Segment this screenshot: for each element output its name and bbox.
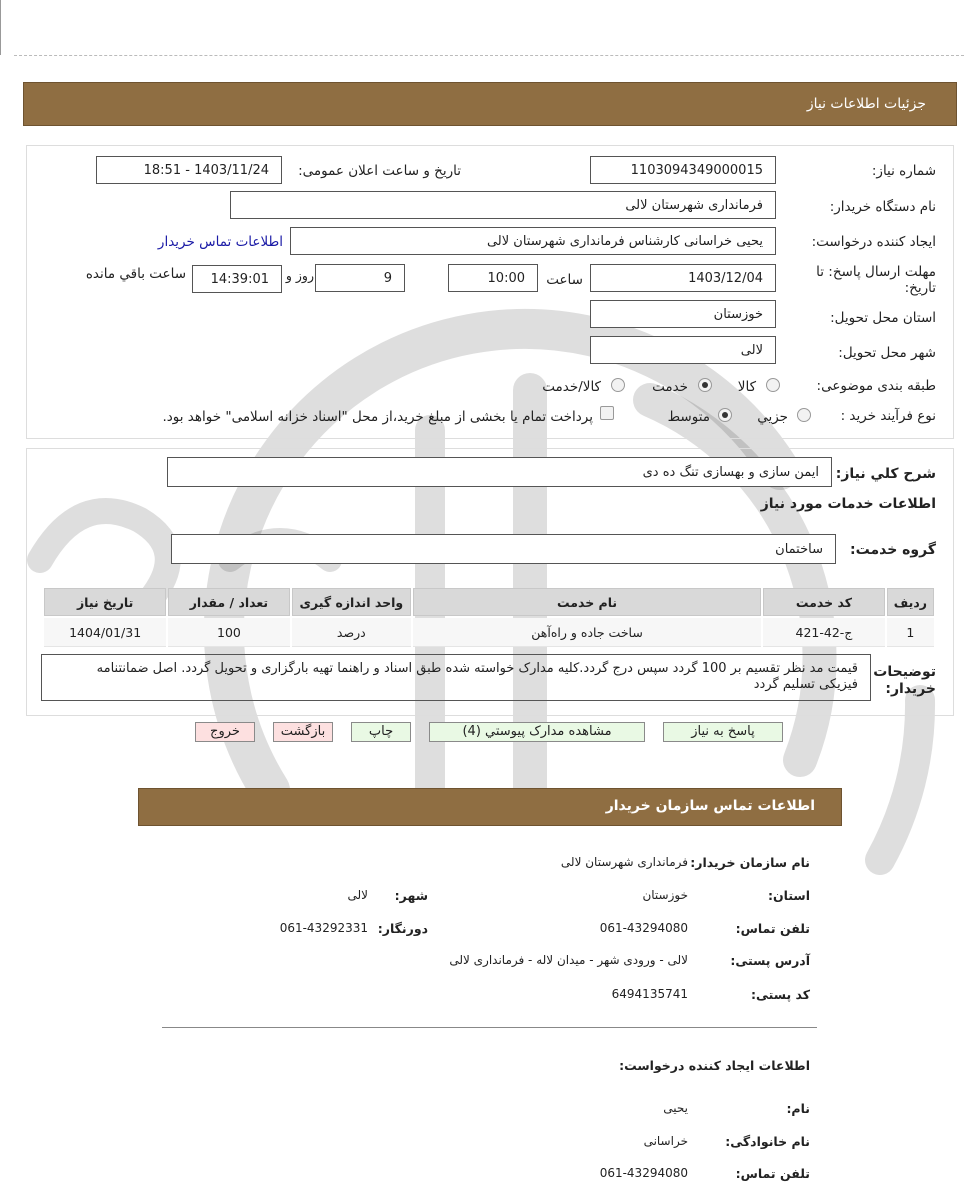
- contact-address-label: آدرس پستی:: [730, 953, 810, 968]
- buyer-notes-label: توضیحات: [873, 664, 936, 680]
- days-label: روز و: [285, 268, 314, 283]
- service-group-field: ساختمان: [171, 534, 836, 564]
- back-button[interactable]: بازگشت: [273, 722, 333, 742]
- process-radio-minor[interactable]: [797, 408, 811, 422]
- contact-phone-value: 061-43294080: [599, 921, 688, 935]
- category-radio-service[interactable]: [698, 378, 712, 392]
- col-service-name: نام خدمت: [413, 588, 761, 616]
- service-group-label: گروه خدمت:: [850, 542, 936, 558]
- category-radio-goods[interactable]: [766, 378, 780, 392]
- creator-family-value: خراسانی: [643, 1134, 688, 1148]
- contact-province-value: خوزستان: [642, 888, 688, 902]
- contact-phone-label: تلفن تماس:: [735, 921, 810, 936]
- creator-name-label: نام:: [786, 1101, 810, 1116]
- cell-need-date: 1404/01/31: [44, 618, 166, 647]
- buyer-org-label: نام دستگاه خریدار:: [829, 199, 936, 215]
- buyer-notes-label-2: خریدار:: [885, 681, 936, 697]
- cell-service-code: ج-42-421: [763, 618, 885, 647]
- creator-label: ایجاد کننده درخواست:: [811, 234, 936, 250]
- province-label: استان محل تحویل:: [830, 310, 936, 326]
- reply-button[interactable]: پاسخ به نیاز: [663, 722, 783, 742]
- contact-postal-label: کد پستی:: [750, 987, 810, 1002]
- announce-label: تاریخ و ساعت اعلان عمومی:: [298, 163, 461, 179]
- buyer-org-field: فرمانداری شهرستان لالی: [230, 191, 776, 219]
- contact-header-title: اطلاعات تماس سازمان خریدار: [605, 798, 815, 814]
- need-number-field: 1103094349000015: [590, 156, 776, 184]
- col-need-date: تاریخ نیاز: [44, 588, 166, 616]
- exit-button[interactable]: خروج: [195, 722, 255, 742]
- category-radio-goods-service[interactable]: [611, 378, 625, 392]
- city-label: شهر محل تحویل:: [838, 345, 936, 361]
- col-unit: واحد اندازه گیری: [292, 588, 411, 616]
- services-title: اطلاعات خدمات مورد نیاز: [760, 496, 936, 512]
- creator-info-title: اطلاعات ایجاد کننده درخواست:: [619, 1058, 810, 1073]
- buyer-notes-field: قیمت مد نظر تقسیم بر 100 گردد سپس درج گردد.کلیه مدارک خواسته شده طبق اسناد و راهنما تهیه بارگزاری و تحویل گردد. اصل ضمانتنامه فیزیکی تسلیم گردد: [41, 654, 871, 701]
- contact-header: [138, 788, 842, 826]
- process-radio-medium[interactable]: [718, 408, 732, 422]
- process-label: نوع فرآیند خرید :: [840, 408, 936, 424]
- creator-phone-value: 061-43294080: [599, 1166, 688, 1180]
- treasury-payment-checkbox[interactable]: [600, 406, 614, 420]
- contact-postal-value: 6494135741: [611, 987, 688, 1001]
- col-row: رديف: [887, 588, 934, 616]
- general-desc-field: ایمن سازی و بهسازی تنگ ده دی: [167, 457, 832, 487]
- details-header-title: جزئیات اطلاعات نیاز: [806, 96, 926, 112]
- view-attachments-button[interactable]: مشاهده مدارک پیوستي (4): [429, 722, 645, 742]
- col-quantity: تعداد / مقدار: [168, 588, 289, 616]
- deadline-label-date: تاریخ:: [904, 280, 936, 296]
- contact-divider: [162, 1027, 817, 1028]
- print-button[interactable]: چاپ: [351, 722, 411, 742]
- category-option-service: خدمت: [652, 379, 688, 395]
- top-divider: [14, 55, 964, 56]
- cell-service-name: ساخت جاده و راه‌آهن: [413, 618, 761, 647]
- remaining-label: ساعت باقي مانده: [85, 266, 186, 282]
- deadline-time-label: ساعت: [546, 272, 583, 288]
- process-option-minor: جزيي: [757, 409, 788, 425]
- deadline-date-field: 1403/12/04: [590, 264, 776, 292]
- contact-org-label: نام سازمان خریدار:: [690, 855, 810, 870]
- services-table: [42, 586, 936, 649]
- days-field: 9: [315, 264, 405, 292]
- treasury-payment-note: پرداخت تمام یا بخشی از مبلغ خرید،از محل "اسناد خزانه اسلامی" خواهد بود.: [162, 409, 593, 425]
- contact-fax-label: دورنگار:: [377, 921, 428, 936]
- creator-family-label: نام خانوادگی:: [725, 1134, 810, 1149]
- need-number-label: شماره نیاز:: [871, 163, 936, 179]
- table-row: [44, 618, 934, 647]
- general-desc-label: شرح کلي نياز:: [835, 466, 936, 482]
- need-info-panel: [26, 145, 954, 439]
- process-option-medium: متوسط: [667, 409, 710, 425]
- cell-unit: درصد: [292, 618, 411, 647]
- remaining-time-field: 14:39:01: [192, 265, 282, 293]
- page-edge-line: [0, 0, 1, 55]
- details-header: [23, 82, 957, 126]
- cell-quantity: 100: [168, 618, 289, 647]
- category-label: طبقه بندی موضوعی:: [816, 378, 936, 394]
- contact-org-value: فرمانداری شهرستان لالی: [560, 855, 688, 869]
- deadline-time-field: 10:00: [448, 264, 538, 292]
- contact-province-label: استان:: [767, 888, 810, 903]
- creator-phone-label: تلفن تماس:: [735, 1166, 810, 1181]
- contact-address-value: لالی - ورودی شهر - میدان لاله - فرمانداری لالی: [449, 953, 688, 967]
- col-service-code: کد خدمت: [763, 588, 885, 616]
- city-field: لالی: [590, 336, 776, 364]
- announce-datetime-field: 1403/11/24 - 18:51: [96, 156, 282, 184]
- contact-fax-value: 061-43292331: [279, 921, 368, 935]
- services-table-header: [44, 588, 934, 616]
- contact-city-label: شهر:: [394, 888, 428, 903]
- contact-city-value: لالی: [347, 888, 368, 902]
- category-option-goods-service: کالا/خدمت: [542, 379, 601, 395]
- deadline-label: مهلت ارسال پاسخ: تا: [816, 264, 936, 280]
- province-field: خوزستان: [590, 300, 776, 328]
- creator-name-value: یحیی: [663, 1101, 688, 1115]
- buyer-contact-link[interactable]: اطلاعات تماس خریدار: [157, 234, 283, 250]
- cell-row: 1: [887, 618, 934, 647]
- creator-field: یحیی خراسانی کارشناس فرمانداری شهرستان لالی: [290, 227, 776, 255]
- category-option-goods: کالا: [737, 379, 756, 395]
